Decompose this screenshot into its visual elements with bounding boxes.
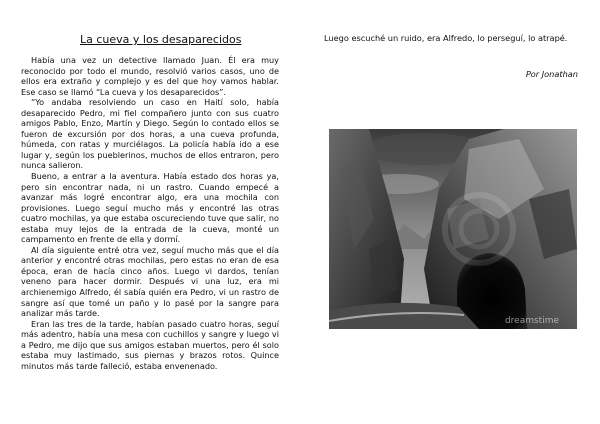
cave-photo <box>329 129 577 329</box>
story-paragraph: Al día siguiente entré otra vez, seguí mucho más que el día anterior y encontré otras mochilas, pero estas no eran de esa época, eran de hacía cinco años. Luego vi dardos, tenían veneno para hacer dormir. Después vi una luz, era mi archienemigo Alfredo, él sabía quién era Pedro, vi un rastro de sangre así que tomé un paño y lo pasé por la sangre para analizar más tarde. <box>21 244 279 319</box>
story-paragraph: Eran las tres de la tarde, habían pasado cuatro horas, seguí más adentro, había una mesa con cuchillos y sangre y luego vi a Pedro, me dijo que sus amigos estaban muertos, pero él solo estaba muy lastimado, sus piernas y brazos rotos. Quince minutos más tarde falleció, estaba envenenado. <box>21 318 279 371</box>
story-paragraph: Bueno, a entrar a la aventura. Había estado dos horas ya, pero sin encontrar nada, ni un rastro. Cuando empecé a avanzar más logré encontrar algo, era una mochila con provisiones. Luego seguí mucho más y encontré las otras cuatro mochilas, ya que estaba oscureciendo tuve que salir, no estaba muy lejos de la entrada de la cueva, monté un campamento en frente de ella y dormí. <box>21 171 279 245</box>
story-title: La cueva y los desaparecidos <box>80 33 242 46</box>
story-paragraph: Había una vez un detective llamado Juan. Él era muy reconocido por todo el mundo, resolvió varios casos, uno de ellos era extraño y complejo y es del que hoy vamos hablar. Ese caso se llamó “La cueva y los desaparecidos”. <box>21 55 279 97</box>
cave-illustration <box>329 129 577 329</box>
closing-line: Luego escuché un ruido, era Alfredo, lo perseguí, lo atrapé. <box>324 33 568 43</box>
story-paragraph: “Yo andaba resolviendo un caso en Haití solo, había desaparecido Pedro, mi fiel compañero junto con sus cuatro amigos Pablo, Enzo, Martín y Diego. Según lo contado ellos se fueron de excursión por dos horas, a una cueva profunda, húmeda, con ratas y murciélagos. La policía había ido a ese lugar y, según los pueblerinos, muchos de ellos entraron, pero nunca salieron. <box>21 97 279 171</box>
photo-watermark: dreamstime <box>504 316 559 326</box>
story-body <box>21 55 279 371</box>
author-credit: Por Jonathan <box>525 69 578 79</box>
